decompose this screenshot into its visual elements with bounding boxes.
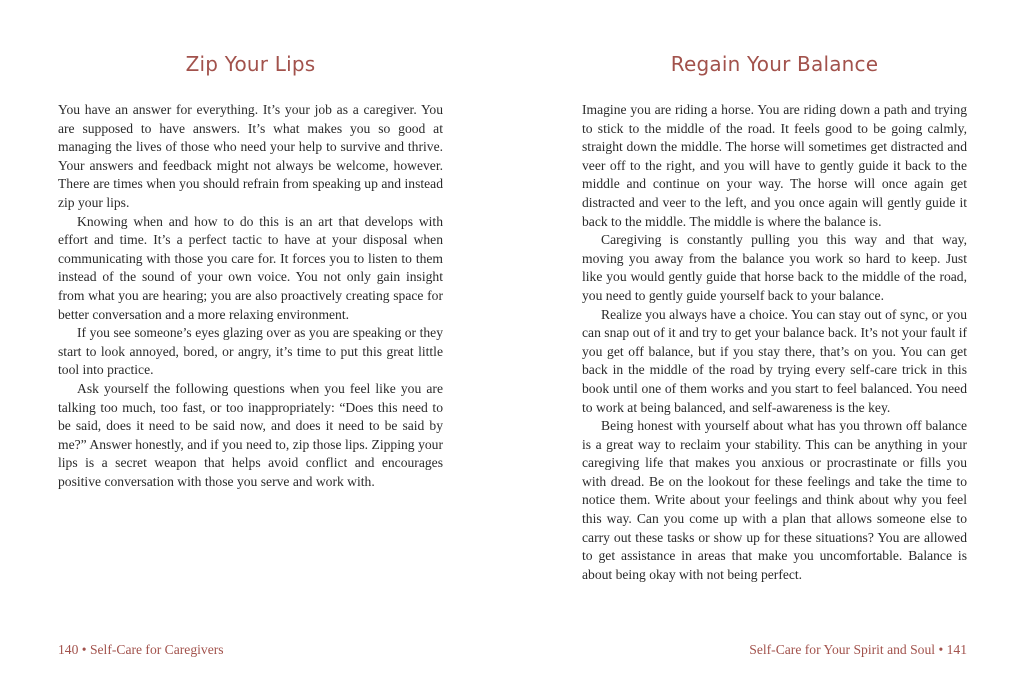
paragraph: Caregiving is constantly pulling you this way and that way, moving you away from the balance you work so hard to keep. Just like you would gently guide that horse back to the middle of the road, you need to gently guide yourself back to your balance.	[582, 232, 967, 303]
body-text	[58, 101, 443, 491]
paragraph: Being honest with yourself about what has you thrown off balance is a great way to reclaim your stability. This can be anything in your caregiving life that makes you anxious or procrastinate or fills you with dread. Be on the lookout for these feelings and take the time to notice them. Write about your feelings and think about why you feel this way. Can you come up with a plan that allows someone else to carry out these tasks or show up for these situations? You are allowed to get assistance in areas that make you uncomfortable. Balance is about being okay with not being perfect.	[582, 418, 967, 582]
paragraph: If you see someone’s eyes glazing over as you are speaking or they start to look annoyed, bored, or angry, it’s time to put this great little tool into practice.	[58, 325, 443, 378]
page-footer: 140 • Self-Care for Caregivers	[58, 642, 224, 657]
right-page	[582, 0, 967, 698]
page-footer: Self-Care for Your Spirit and Soul • 141	[749, 642, 967, 657]
left-page	[58, 0, 443, 698]
paragraph: You have an answer for everything. It’s your job as a caregiver. You are supposed to have answers. It’s what makes you so good at managing the lives of those who need your help to survive and thrive. Your answers and feedback might not always be welcome, however. There are times when you should refrain from speaking up and instead zip your lips.	[58, 102, 443, 210]
paragraph: Realize you always have a choice. You can stay out of sync, or you can snap out of it and try to get your balance back. It’s not your fault if you get off balance, but if you stay there, that’s on you. You can get back in the middle of the road by trying every self-care trick in this book until one of them works and you start to feel balanced. You need to work at being balanced, and self-awareness is the key.	[582, 306, 967, 415]
paragraph: Imagine you are riding a horse. You are riding down a path and trying to stick to the middle of the road. It feels good to be going calmly, straight down the middle. The horse will sometimes get distracted and veer off to the right, and you will have to gently guide it back to the middle and continue on your way. The horse will once again get distracted and veer to the left, and you once again will gently guide it back to the middle. The middle is where the balance is.	[582, 102, 967, 229]
page-title: Regain Your Balance	[670, 52, 879, 76]
paragraph: Knowing when and how to do this is an art that develops with effort and time. It’s a perfect tactic to have at your disposal when communicating with those you care for. It forces you to listen to them instead of the sound of your own voice. You not only gain insight from what you are hearing; you are also proactively creating space for better conversation and a more relaxing environment.	[58, 213, 443, 322]
body-text	[582, 101, 967, 584]
page-title: Zip Your Lips	[185, 52, 316, 76]
paragraph: Ask yourself the following questions when you feel like you are talking too much, too fast, or too inappropriately: “Does this need to be said, does it need to be said now, and does it need to be said by me?” Answer honestly, and if you need to, zip those lips. Zipping your lips is a secret weapon that helps avoid conflict and encourages positive conversation with those you serve and work with.	[58, 380, 443, 489]
